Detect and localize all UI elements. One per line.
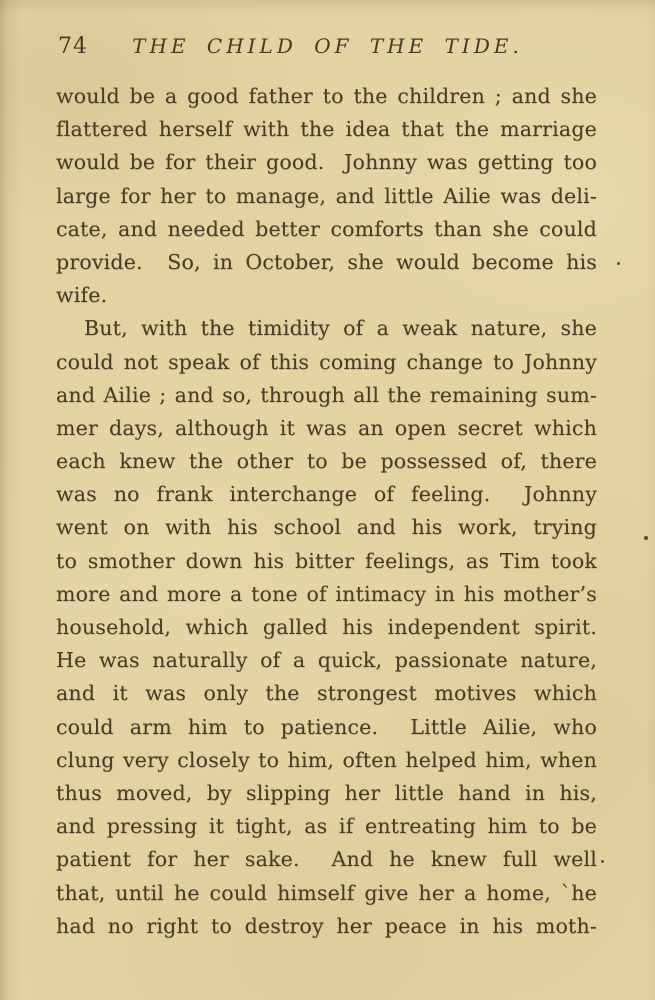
running-title: THE CHILD OF THE TIDE. (132, 34, 523, 58)
text-line: that, until he could himself give her a home, `he (56, 880, 597, 905)
text-line: was no frank interchange of feeling. Johnny (56, 482, 597, 507)
text-line: had no right to destroy her peace in his moth- (56, 913, 597, 938)
body-text (56, 80, 597, 943)
text-line: could arm him to patience. Little Ailie, who (56, 714, 597, 739)
text-line: could not speak of this coming change to Johnny (56, 349, 597, 374)
text-line: patient for her sake. And he knew full well (56, 847, 597, 872)
text-line: He was naturally of a quick, passionate nature, (56, 648, 597, 673)
text-line: more and more a tone of intimacy in his mother’s (56, 581, 597, 606)
text-line: would be a good father to the children ; and she (56, 84, 597, 108)
text-line: large for her to manage, and little Ailie was deli- (56, 183, 597, 208)
ink-speck (617, 262, 620, 265)
text-line: and it was only the strongest motives which (56, 681, 597, 706)
text-line: wife. (56, 283, 108, 308)
ink-speck (644, 536, 648, 540)
text-line: each knew the other to be possessed of, there (56, 449, 597, 474)
text-line: household, which galled his independent spirit. (56, 615, 597, 639)
text-line: to smother down his bitter feelings, as Tim took (56, 548, 597, 573)
page-number: 74 (58, 34, 88, 59)
text-line: provide. So, in October, she would become his (56, 249, 597, 274)
text-line: thus moved, by slipping her little hand in his, (56, 780, 597, 805)
text-line: and Ailie ; and so, through all the remaining sum- (56, 382, 597, 407)
paragraph (56, 80, 597, 312)
text-line: went on with his school and his work, trying (56, 515, 597, 540)
ink-speck (601, 860, 604, 863)
text-line: mer days, although it was an open secret which (56, 415, 597, 440)
paragraph (56, 312, 597, 943)
text-line: and pressing it tight, as if entreating him to be (56, 814, 597, 839)
text-line: flattered herself with the idea that the marriage (56, 117, 597, 142)
running-header (0, 34, 655, 64)
text-line: But, with the timidity of a weak nature, she (84, 316, 597, 341)
text-line: clung very closely to him, often helped him, when (56, 747, 597, 772)
text-line: cate, and needed better comforts than she could (56, 216, 597, 241)
text-line: would be for their good. Johnny was getting too (56, 150, 597, 175)
